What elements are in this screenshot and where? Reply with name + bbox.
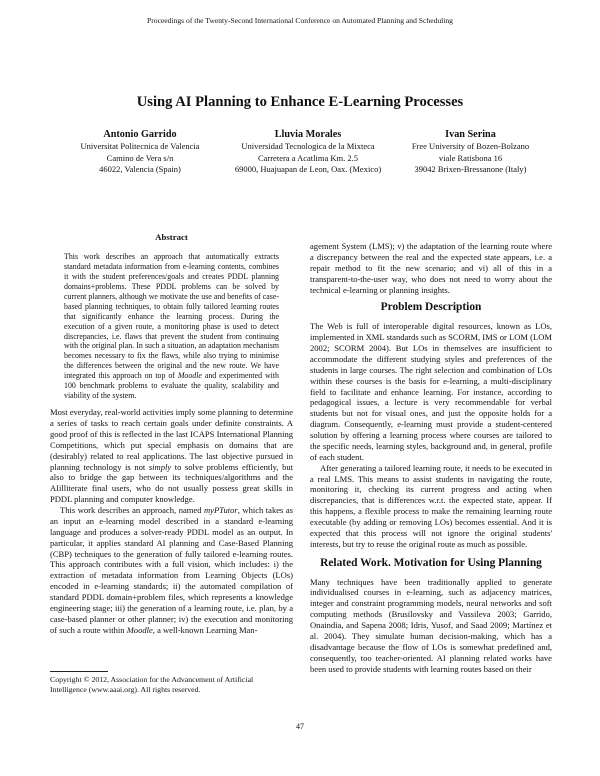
author-city: 69000, Huajuapan de Leon, Oax. (Mexico)	[234, 164, 382, 175]
copyright-line-1: Copyright © 2012, Association for the Advancement of Artificial	[50, 675, 254, 684]
author-address: viale Ratisbona 16	[438, 152, 503, 163]
author-serina	[388, 128, 553, 176]
copyright-footnote	[50, 671, 293, 695]
author-morales	[203, 128, 413, 176]
abstract-body	[50, 252, 293, 401]
paper-title: Using AI Planning to Enhance E-Learning Processes	[136, 94, 464, 110]
abstract-text: This work describes an approach that automatically extracts standard metadata information from e-learning contents, combines it with the student preferences/goals and creates PDDL planning domains+problems. These PDDL problems can be solved by current planners, although we motivate the use and benefits of case-based planning techniques, to obtain fully tailored learning routes that significantly enhance the learning process. During the execution of a given route, a monitoring phase is used to detect discrepancies, i.e. flaws that prevent the student from continuing with the original plan. In such a situation, an adaptation mechanism becomes necessary to fix the flaws, while also trying to minimise the differences between the original and the new route. We have integrated this approach on top of Moodle and experimented with 100 benchmark problems to evaluate the quality, scalability and viability of the system.	[64, 251, 280, 401]
author-city: 39042 Brixen-Bressanone (Italy)	[414, 164, 527, 175]
author-affiliation: Universidad Tecnologica de la Mixteca	[241, 141, 375, 151]
author-name: Ivan Serina	[445, 129, 496, 140]
page-number: 47	[296, 722, 304, 731]
proceedings-header: Proceedings of the Twenty-Second International Conference on Automated Planning and Scheduling	[147, 16, 453, 25]
author-affiliation: Free University of Bozen-Bolzano	[411, 141, 530, 151]
section-heading-problem: Problem Description	[380, 301, 482, 314]
section-heading-related: Related Work. Motivation for Using Planning	[320, 556, 542, 569]
author-address: Carretera a Acatlima Km. 2.5	[257, 152, 359, 163]
intro-paragraph-2: This work describes an approach, named myPTutor, which takes as an input an e-learning model described in a standard e-learning language and produces a solver-ready PDDL model as an output. In particular, it applies standard AI planning and Case-Based Planning (CBP) techniques to the generation of fully tailored e-learning routes. This approach contributes with a full vision, which includes: i) the extraction of metadata information from Learning Objects (LOs) encoded in e-learning standards; ii) the automated compilation of standard PDDL domain+problem files, which represents a knowledge engineering stage; iii) the generation of a learning route, i.e. plan, by a case-based planner or other planner; iv) the execution and monitoring of such a route within Moodle, a well-known Learning Man-	[50, 505, 294, 635]
author-name: Antonio Garrido	[103, 129, 177, 140]
copyright-line-2: Intelligence (www.aaai.org). All rights reserved.	[50, 685, 201, 694]
footnote-rule	[50, 671, 108, 672]
author-affiliation: Universitat Politecnica de Valencia	[80, 141, 200, 151]
intro-paragraph-1: Most everyday, real-world activities imply some planning to determine a series of tasks to reach certain goals under definite constraints. A good proof of this is reflected in the last ICAPS International Planning Competitions, which put special emphasis on domains that are (desirably) related to real applications. The last objective pursued in planning technology is not simply to solve problems efficiently, but also to bridge the gap between its techniques/algorithms and the AIilliterate final users, who do not usually possess great skills in PDDL planning and computer knowledge.	[50, 407, 294, 505]
author-address: Camino de Vera s/n	[106, 152, 174, 163]
abstract-heading: Abstract	[155, 232, 188, 242]
intro-continuation: agement System (LMS); v) the adaptation of the learning route where a discrepancy between the real and the expected state appears, i.e. a repair method to fit the new scenario; and vi) all of this in a transparent-to-the-user way, who does not need to worry about the technical e-learning or planning insights.	[310, 241, 553, 295]
problem-paragraph-2: After generating a tailored learning route, it needs to be executed in a real LMS. This means to assist students in navigating the route, monitoring it, checking its current progress and acting when discrepancies, that is differences w.r.t. the expected state, appear. If this happens, a flexible process to make the remaining learning route executable (by adding or removing LOs) becomes essential. And it is expected that this process will not ignore the original students' interests, but try to reuse the original route as much as possible.	[310, 462, 553, 549]
author-name: Lluvia Morales	[274, 129, 342, 140]
related-paragraph: Many techniques have been traditionally applied to generate individualised courses in e-learning, such as adjacency matrices, integer and constraint programming models, neural networks and soft computing methods (Brusilovsky and Vassileva 2003; Garrido, Onaindia, and Sapena 2008; Idris, Yusof, and Saad 2009; Martínez et al. 2004). They simulate human decision-making, which has a disadvantage because the flow of LOs is somewhat predefined and, consequently, too teacher-oriented. AI planning related works have been used to provide students with learning routes based on their	[310, 576, 553, 674]
left-column	[50, 232, 293, 636]
problem-paragraph-1: The Web is full of interoperable digital resources, known as LOs, implemented in XML standards such as SCORM, IMS or LOM (LOM 2002; SCORM 2004). But LOs in themselves are insufficient to accommodate the different studying styles and preferences of the students in large courses. The right selection and combination of LOs within these courses is the basis for e-learning, a multi-disciplinary field to facilitate and enhance learning. For instance, according to pedagogical issues, a lecture is very recommendable for verbal students but not for visual ones, and just the opposite holds for a diagram. Consequently, e-learning must provide a student-centered solution by offering a learning process where courses are tailored to the specific needs, learning styles, background and, in general, profile of each student.	[310, 321, 553, 462]
author-city: 46022, Valencia (Spain)	[99, 164, 181, 175]
right-column	[310, 241, 552, 674]
